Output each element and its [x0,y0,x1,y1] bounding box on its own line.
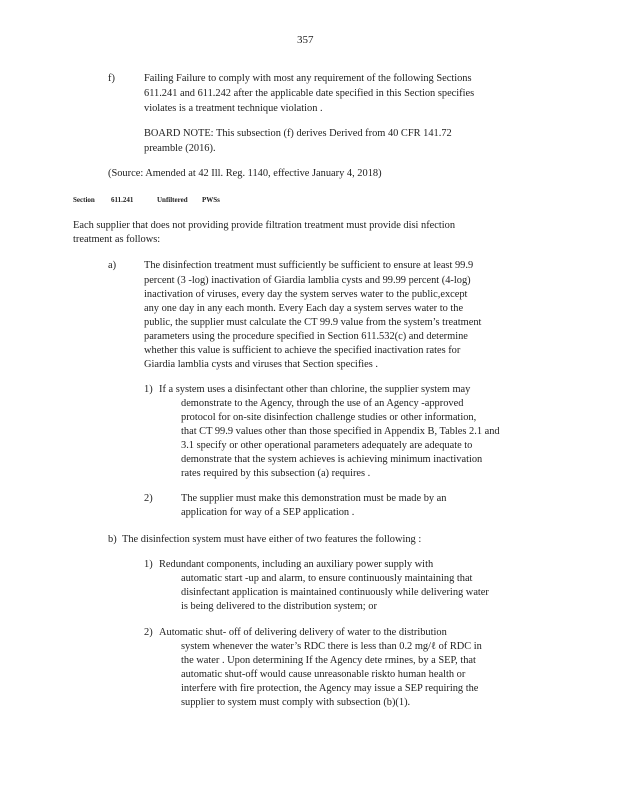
board-note-line: BOARD NOTE: This subsection (f) derives Derived from 40 CFR 141.72 [144,128,452,139]
item-f-label: f) [108,73,115,84]
item-b1-line: Redundant components, including an auxiliary power supply with [159,559,434,570]
item-b1-line: is being delivered to the distribution system; or [181,601,377,612]
item-b1-line: disinfectant application is maintained continuously while delivering water [181,587,489,598]
item-a-line: Giardia lamblia cysts and viruses that Section specifies . [144,359,379,370]
item-a1-line: demonstrate to the Agency, through the use of an Agency -approved [181,398,464,409]
item-a-line: inactivation of viruses, every day the system serves water to the public,except [144,289,468,300]
item-b1-line: automatic start -up and alarm, to ensure continuously maintaining that [181,573,473,584]
item-a1-line: protocol for on-site disinfection challenge studies or other information, [181,412,477,423]
page-number: 357 [297,34,314,46]
item-a-line: percent (3 -log) inactivation of Giardia lamblia cysts and 99.99 percent (4-log) [144,275,471,286]
item-a1-line: rates required by this subsection (a) requires . [181,468,371,479]
intro-line: treatment as follows: [73,234,161,245]
item-b-lead: The disinfection system must have either of two features the following : [122,534,422,545]
item-b2-line: the water . Upon determining If the Agency dete rmines, by a SEP, that [181,655,476,666]
intro-line: Each supplier that does not providing provide filtration treatment must provide disi nfection [73,220,456,231]
item-a1-line: that CT 99.9 values other than those specified in Appendix B, Tables 2.1 and [181,426,500,437]
item-b2-line: automatic shut-off would cause unreasonable riskto human health or [181,669,466,680]
board-note-line: preamble (2016). [144,143,216,154]
section-title-2: PWSs [202,196,220,204]
item-f-line: 611.241 and 611.242 after the applicable date specified in this Section specifies [144,88,475,99]
item-f-line: Failing Failure to comply with most any requirement of the following Sections [144,73,472,84]
item-a2-label: 2) [144,493,153,504]
item-a-line: public, the supplier must calculate the CT 99.9 value from the system’s treatment [144,317,482,328]
item-a1-line: demonstrate that the system achieves is achieving minimum inactivation [181,454,483,465]
item-a1-label: 1) [144,384,153,395]
item-a-line: any one day in any each month. Every Each day a system serves water to the [144,303,464,314]
item-b2-line: interfere with fire protection, the Agency may issue a SEP requiring the [181,683,479,694]
item-a-line: The disinfection treatment must sufficiently be sufficient to ensure at least 99.9 [144,260,474,271]
section-title-1: Unfiltered [157,196,188,204]
source-note: (Source: Amended at 42 Ill. Reg. 1140, effective January 4, 2018) [108,168,382,179]
item-b2-line: supplier to system must comply with subsection (b)(1). [181,697,411,708]
item-b1-label: 1) [144,559,153,570]
item-a1-line: If a system uses a disinfectant other than chlorine, the supplier system may [159,384,471,395]
item-f-line: violates is a treatment technique violation . [144,103,323,114]
item-a-label: a) [108,260,117,271]
item-b2-line: Automatic shut- off of delivering delivery of water to the distribution [159,627,447,638]
section-number: 611.241 [111,196,134,204]
item-b-label: b) [108,534,117,545]
item-a1-line: 3.1 specify or other operational parameters adequately are adequate to [181,440,473,451]
item-a2-line: The supplier must make this demonstration must be made by an [181,493,447,504]
item-a-line: whether this value is sufficient to achieve the specified inactivation rates for [144,345,461,356]
item-a-line: parameters using the procedure specified in Section 611.532(c) and determine [144,331,468,342]
item-b2-label: 2) [144,627,153,638]
item-b2-line: system whenever the water’s RDC there is less than 0.2 mg/ℓ of RDC in [181,641,482,652]
section-label: Section [73,196,95,204]
item-a2-line: application for way of a SEP application . [181,507,355,518]
